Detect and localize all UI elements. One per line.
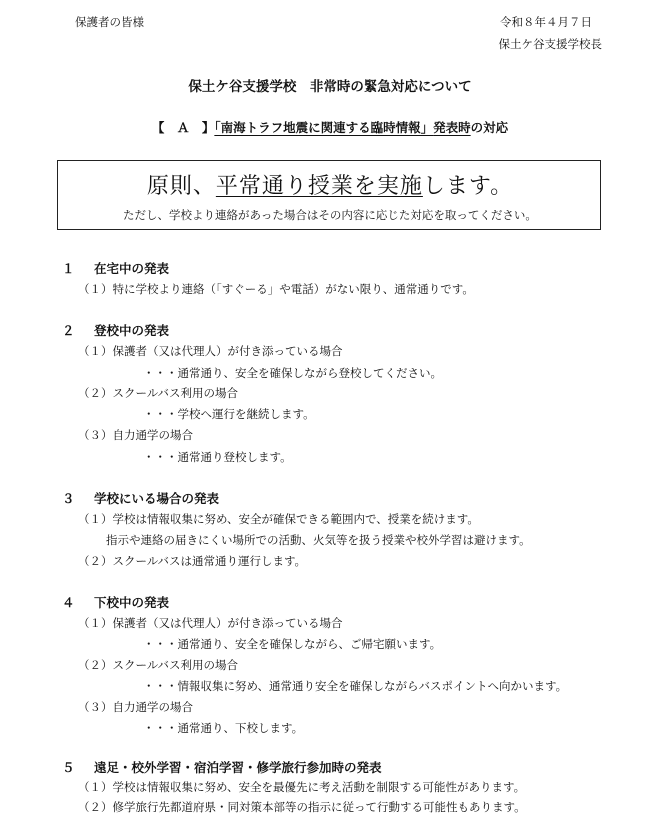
list-item: （１）学校は情報収集に努め、安全が確保できる範囲内で、授業を続けます。 — [78, 512, 479, 526]
section-title: 在宅中の発表 — [94, 261, 170, 276]
section-number: ３ — [62, 491, 75, 506]
subtitle-suffix-underlined: 発表時 — [433, 120, 471, 135]
section-3-heading — [62, 489, 219, 507]
list-item: （２）スクールバスは通常通り運行します。 — [78, 554, 307, 568]
list-item: （３）自力通学の場合 — [78, 428, 193, 442]
list-item: ・・・情報収集に努め、通常通り安全を確保しながらバスポイントへ向かいます。 — [143, 679, 568, 693]
list-item: 指示や連絡の届きにくい場所での活動、火気等を扱う授業や校外学習は避けます。 — [106, 533, 531, 547]
section-number: ４ — [62, 595, 75, 610]
list-item: ・・・通常通り登校します。 — [143, 450, 292, 464]
subtitle-info-name: 「南海トラフ地震に関連する臨時情報」 — [214, 120, 434, 135]
list-item: （２）修学旅行先都道府県・同対策本部等の指示に従って行動する可能性もあります。 — [78, 800, 526, 814]
subtitle-bracket: 【 Ａ 】 — [151, 120, 215, 135]
section-title: 下校中の発表 — [94, 595, 170, 610]
section-number: ２ — [62, 323, 75, 338]
addressee: 保護者の皆様 — [75, 15, 144, 29]
principle-underlined: 平常通り授業を実施 — [215, 174, 423, 199]
section-2-heading — [62, 321, 169, 339]
list-item: （２）スクールバス利用の場合 — [78, 386, 238, 400]
list-item: （２）スクールバス利用の場合 — [78, 658, 238, 672]
section-title: 学校にいる場合の発表 — [94, 491, 220, 506]
list-item: ・・・通常通り、安全を確保しながら登校してください。 — [143, 366, 442, 380]
principle-box — [57, 160, 601, 230]
list-item: ・・・通常通り、安全を確保しながら、ご帰宅願います。 — [143, 637, 442, 651]
sender: 保土ケ谷支援学校長 — [498, 37, 602, 51]
subtitle — [0, 118, 660, 136]
subtitle-suffix: の対応 — [470, 120, 509, 135]
section-1-heading — [62, 259, 169, 277]
section-title: 遠足・校外学習・宿泊学習・修学旅行参加時の発表 — [94, 760, 382, 775]
principle-note: ただし、学校より連絡があった場合はその内容に応じた対応を取ってください。 — [123, 208, 537, 222]
list-item: ・・・学校へ運行を継続します。 — [143, 407, 315, 421]
list-item: （１）特に学校より連絡（「すぐーる」や電話）がない限り、通常通りです。 — [78, 282, 474, 296]
principle-prefix: 原則、 — [146, 174, 216, 199]
list-item: （１）学校は情報収集に努め、安全を最優先に考え活動を制限する可能性があります。 — [78, 780, 526, 794]
principle-suffix: します。 — [422, 174, 514, 199]
section-number: １ — [62, 261, 75, 276]
section-4-heading — [62, 593, 169, 611]
section-5-heading — [62, 758, 382, 776]
page-title: 保土ケ谷支援学校 非常時の緊急対応について — [188, 79, 472, 95]
list-item: （３）自力通学の場合 — [78, 700, 193, 714]
section-number: ５ — [62, 760, 75, 775]
date: 令和８年４月７日 — [500, 15, 592, 29]
list-item: （１）保護者（又は代理人）が付き添っている場合 — [78, 344, 343, 358]
list-item: （１）保護者（又は代理人）が付き添っている場合 — [78, 616, 343, 630]
principle-statement — [58, 169, 602, 200]
section-title: 登校中の発表 — [94, 323, 170, 338]
list-item: ・・・通常通り、下校します。 — [143, 721, 304, 735]
